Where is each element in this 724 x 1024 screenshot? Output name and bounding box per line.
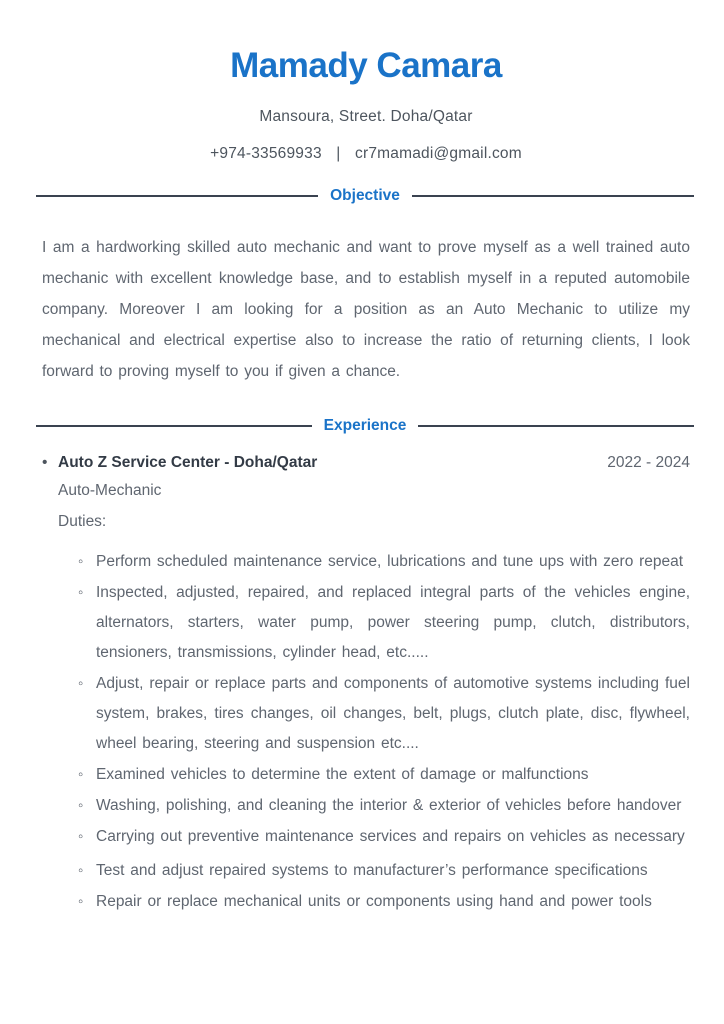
- duties-list: [78, 547, 690, 917]
- duty-item: [78, 669, 690, 759]
- address-line: Mansoura, Street. Doha/Qatar: [259, 108, 473, 125]
- duty-item: [78, 760, 690, 790]
- duty-item: [78, 822, 690, 852]
- divider-rule-right: [412, 195, 694, 197]
- circle-bullet-icon: ◦: [78, 766, 84, 783]
- circle-bullet-icon: ◦: [78, 797, 84, 814]
- experience-entry-header: [42, 454, 690, 472]
- duty-text: Examined vehicles to determine the extent of damage or malfunctions: [96, 766, 589, 783]
- bullet-dot-icon: •: [42, 454, 48, 471]
- objective-section-divider: [36, 187, 694, 205]
- experience-section-title: Experience: [323, 417, 407, 434]
- duty-text: Inspected, adjusted, repaired, and replaced integral parts of the vehicles engine, alternators, starters, water pump, power steering pump, clutch, distributors, tensioners, transmissions, cylinder head, etc.....: [96, 584, 690, 661]
- circle-bullet-icon: ◦: [78, 553, 84, 570]
- job-title: Auto-Mechanic: [58, 482, 162, 499]
- duty-text: Test and adjust repaired systems to manufacturer’s performance specifications: [96, 862, 648, 879]
- circle-bullet-icon: ◦: [78, 862, 84, 879]
- employment-dates: 2022 - 2024: [607, 454, 690, 471]
- divider-rule-right: [418, 425, 694, 427]
- duty-text: Carrying out preventive maintenance services and repairs on vehicles as necessary: [96, 828, 685, 845]
- company-name-text: Auto Z Service Center - Doha/Qatar: [58, 454, 318, 471]
- experience-entry: [42, 454, 690, 917]
- experience-section-divider: [36, 417, 694, 435]
- duty-item: [78, 887, 690, 917]
- duty-item: [78, 547, 690, 577]
- duty-item: [78, 578, 690, 668]
- circle-bullet-icon: ◦: [78, 675, 84, 692]
- duties-label: Duties:: [58, 513, 107, 530]
- phone-number: +974-33569933: [210, 145, 322, 162]
- duty-item: [78, 791, 690, 821]
- duty-item: [78, 856, 690, 886]
- circle-bullet-icon: ◦: [78, 828, 84, 845]
- duty-text: Perform scheduled maintenance service, lubrications and tune ups with zero repeat: [96, 553, 684, 570]
- contact-line: [42, 145, 690, 163]
- circle-bullet-icon: ◦: [78, 584, 84, 601]
- objective-paragraph: I am a hardworking skilled auto mechanic and want to prove myself as a well trained auto mechanic with excellent knowledge base, and to establish myself in a reputed automobile company. Moreover I am looking for a position as an Auto Mechanic to utilize my mechanical and electrical expertise also to increase the ratio of returning clients, I look forward to proving myself to you if given a chance.: [42, 239, 690, 380]
- contact-separator: |: [336, 145, 341, 162]
- company-name: [42, 454, 317, 472]
- divider-rule-left: [36, 195, 318, 197]
- resume-name: Mamady Camara: [230, 46, 502, 85]
- circle-bullet-icon: ◦: [78, 893, 84, 910]
- objective-section-title: Objective: [330, 187, 400, 204]
- duty-text: Adjust, repair or replace parts and components of automotive systems including fuel system, brakes, tires changes, oil changes, belt, plugs, clutch plate, disc, flywheel, wheel bearing, steering and suspension etc....: [96, 675, 690, 752]
- duty-text: Repair or replace mechanical units or components using hand and power tools: [96, 893, 652, 910]
- divider-rule-left: [36, 425, 312, 427]
- email-address: cr7mamadi@gmail.com: [355, 145, 522, 162]
- duty-text: Washing, polishing, and cleaning the interior & exterior of vehicles before handover: [96, 797, 682, 814]
